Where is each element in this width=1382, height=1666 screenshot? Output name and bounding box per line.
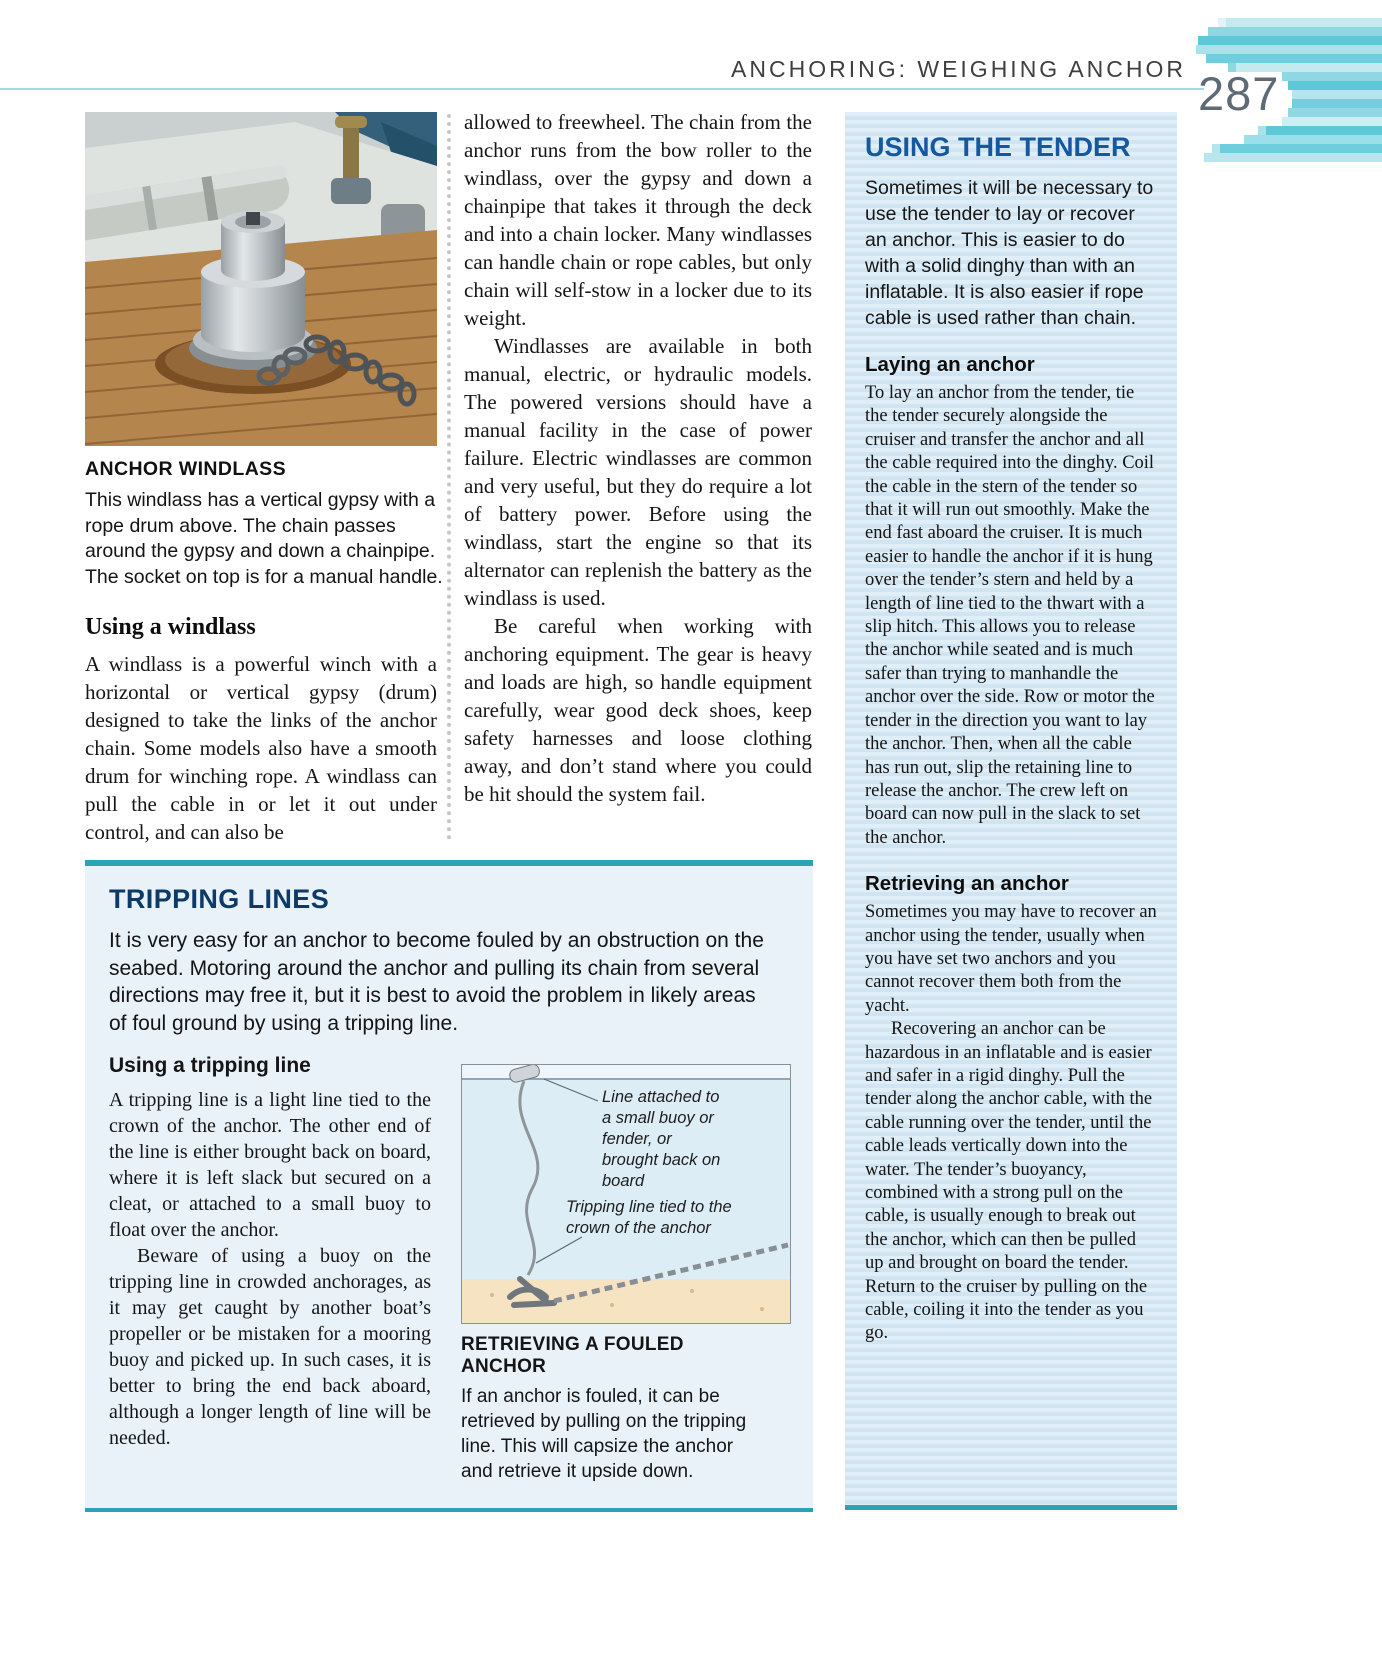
paragraph: allowed to freewheel. The chain from the anchor runs from the bow roller to the windlass, over the gypsy and down a chainpipe that takes it through the deck and into a chain locker. Many windlasses can handle chain or rope cables, but only chain will self-stow in a locker due to its weight.	[464, 110, 812, 330]
anchor-windlass-photo	[85, 112, 437, 446]
subheading-retrieving-an-anchor: Retrieving an anchor	[865, 872, 1069, 896]
main-text-column	[464, 108, 812, 808]
paragraph: Windlasses are available in both manual, electric, or hydraulic models. The powered versions should have a manual facility in the case of power failure. Electric windlasses are common and very useful, but they do require a lot of battery power. Before using the windlass, start the engine so that its alternator can replenish the battery as the windlass is used.	[464, 334, 812, 610]
section-heading-using-a-windlass: Using a windlass	[85, 614, 256, 640]
paragraph: Sometimes you may have to recover an anchor using the tender, usually when you have set two anchors and you cannot recover them both from the yacht.	[865, 902, 1157, 1016]
column-divider	[447, 114, 451, 840]
tripping-line-text-column	[109, 1054, 431, 1451]
subheading-laying-an-anchor: Laying an anchor	[865, 353, 1035, 376]
paragraph: Beware of using a buoy on the tripping line in crowded anchorages, as it may get caught by another boat’s propeller or be mistaken for a mooring buoy and picked up. In such cases, it is better to bring the end back aboard, although a longer length of line will be needed.	[109, 1245, 431, 1449]
diagram-label-tripping-line: Tripping line tied to the crown of the anchor	[566, 1198, 732, 1237]
panel-title: USING THE TENDER	[865, 132, 1131, 162]
paragraph: To lay an anchor from the tender, tie the tender securely alongside the cruiser and transfer the anchor and all the cable required into the dinghy. Coil the cable in the stern of the tender so that it will run out smoothly. Make the end fast aboard the cruiser. It is much easier to handle the anchor if it is hung over the tender’s stern and held by a length of line tied to the thwart with a slip hitch. This allows you to release the anchor while seated and is much safer than trying to manhandle the anchor over the side. Row or motor the tender in the direction you want to lay the anchor. Then, when all the cable has run out, slip the retaining line to release the anchor. The crew left on board can now pull in the slack to set the anchor.	[865, 383, 1155, 848]
paragraph: A windlass is a powerful winch with a horizontal or vertical gypsy (drum) designed to take the links of the anchor chain. Some models also have a smooth drum for winching rope. A windlass can pull the cable in or let it out under control, and can also be	[85, 652, 437, 844]
diagram-caption-text: If an anchor is fouled, it can be retrieved by pulling on the tripping line. This will capsize the anchor and retrieve it upside down.	[461, 1386, 747, 1482]
page-number: 287	[1198, 67, 1280, 120]
page-corner-decoration	[1196, 18, 1382, 168]
panel-intro: It is very easy for an anchor to become fouled by an obstruction on the seabed. Motoring around the anchor and pulling its chain from several directions may free it, but it is best to avoid the problem in likely areas of foul ground by using a tripping line.	[109, 929, 764, 1035]
photo-caption-title: ANCHOR WINDLASS	[85, 458, 286, 480]
diagram-caption	[461, 1334, 763, 1484]
header-divider	[0, 88, 1204, 90]
using-the-tender-panel	[845, 112, 1177, 1510]
subheading-using-a-tripping-line: Using a tripping line	[109, 1054, 311, 1077]
fouled-anchor-diagram	[461, 1064, 791, 1324]
paragraph: Recovering an anchor can be hazardous in an inflatable and is easier and safer in a rigid dinghy. Pull the tender along the anchor cable, with the cable running over the tender, until the cable leads vertically down into the water. The tender’s buoyancy, combined with a strong pull on the cable, is usually enough to break out the anchor, which can then be pulled up and brought on board the tender. Return to the cruiser by pulling on the cable, coiling it into the tender as you go.	[865, 1019, 1153, 1344]
panel-title: TRIPPING LINES	[109, 884, 330, 914]
diagram-label-buoy-line: Line attached to a small buoy or fender, or brought back on board	[602, 1088, 721, 1190]
tripping-lines-panel	[85, 860, 813, 1512]
page-header-title: ANCHORING: WEIGHING ANCHOR	[731, 56, 1186, 82]
paragraph: A tripping line is a light line tied to the crown of the anchor. The other end of the line is either brought back on board, where it is left slack but secured on a cleat, or attached to a small buoy to float over the anchor.	[109, 1089, 431, 1241]
photo-caption	[85, 458, 443, 590]
paragraph: Be careful when working with anchoring equipment. The gear is heavy and loads are high, so handle equipment carefully, wear good deck shoes, keep safety harnesses and loose clothing away, and don’t stand where you could be hit should the system fail.	[464, 614, 812, 806]
panel-intro: Sometimes it will be necessary to use the tender to lay or recover an anchor. This is easier to do with a solid dinghy than with an inflatable. It is also easier if rope cable is used rather than chain.	[865, 177, 1154, 329]
diagram-caption-title: RETRIEVING A FOULED ANCHOR	[461, 1334, 684, 1377]
photo-caption-text: This windlass has a vertical gypsy with a rope drum above. The chain passes around the gypsy and down a chainpipe. The socket on top is for a manual handle.	[85, 489, 443, 588]
